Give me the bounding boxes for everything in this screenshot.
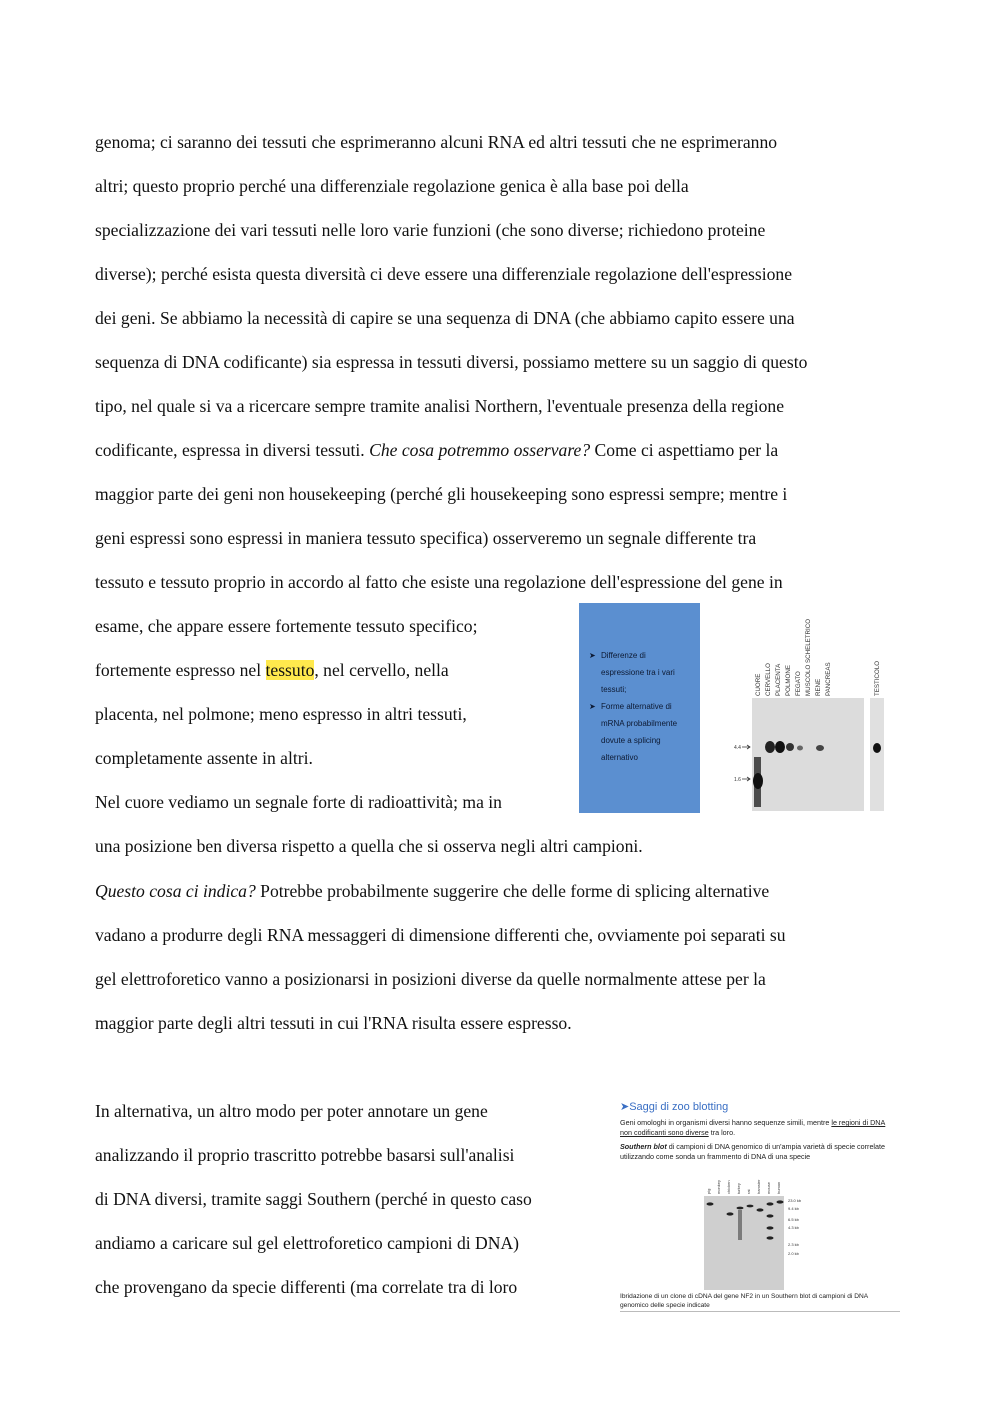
bullet-line: espressione tra i vari [601, 668, 675, 677]
text-line: maggior parte degli altri tessuti in cui l'RNA risulta essere espresso. [95, 1013, 572, 1033]
lane-label: RENE [815, 678, 822, 696]
arrow-bullet-icon: ➤ [589, 702, 596, 711]
size-marker: 6.5 kb [788, 1217, 799, 1222]
band [873, 743, 881, 753]
desc-run: tra loro. [708, 1127, 736, 1137]
northern-blot-figure [579, 603, 887, 813]
text-run: Come ci aspettiamo per la [590, 440, 779, 460]
lane-label: POLMONE [785, 665, 792, 696]
size-marker: 23.0 kb [788, 1198, 802, 1203]
band [767, 1226, 774, 1229]
text-line: andiamo a caricare sul gel elettroforetico campioni di DNA) [95, 1233, 520, 1253]
smear [738, 1210, 742, 1240]
text-line: che provengano da specie differenti (ma correlate tra di loro [95, 1277, 518, 1297]
zoo-blot-figure [612, 1096, 900, 1316]
lane-label: monkey [716, 1179, 721, 1194]
band [727, 1212, 734, 1215]
lane-label: mouse [766, 1181, 771, 1194]
arrow-bullet-icon: ➤ [589, 651, 596, 660]
text-line: In alternativa, un altro modo per poter annotare un gene [95, 1101, 488, 1121]
lane-label: human [776, 1181, 781, 1194]
size-marker: 2.0 kb [788, 1251, 799, 1256]
lane-label: pig [706, 1188, 711, 1194]
lane-label: CUORE [755, 673, 762, 696]
text-line [95, 659, 449, 681]
lane-label: MUSCOLO SCHELETRICO [805, 618, 812, 696]
text-line: vadano a produrre degli RNA messaggeri di dimensione differenti che, ovviamente poi separati su [95, 925, 786, 945]
band [786, 743, 794, 751]
lane-label: hamster [756, 1179, 761, 1194]
northern-gel-image [700, 603, 887, 813]
lane-label: chicken [726, 1180, 731, 1194]
text-line: esame, che appare essere fortemente tessuto specifico; [95, 616, 478, 636]
text-run: codificante, espressa in diversi tessuti. [95, 440, 370, 460]
divider [620, 1311, 900, 1312]
gel-background [704, 1196, 784, 1290]
band [767, 1214, 774, 1217]
lane-label: PLACENTA [775, 663, 782, 696]
band [775, 741, 785, 753]
text-line: altri; questo proprio perché una differenziale regolazione genica è alla base poi della [95, 176, 689, 196]
text-line [95, 880, 769, 902]
text-line: completamente assente in altri. [95, 748, 313, 768]
text-line: sequenza di DNA codificante) sia espressa in tessuti diversi, possiamo mettere su un saggio di questo [95, 352, 808, 372]
text-line: analizzando il proprio trascritto potrebbe basarsi sull'analisi [95, 1145, 515, 1165]
text-line: di DNA diversi, tramite saggi Southern (perché in questo caso [95, 1189, 532, 1209]
bullet-line: Forme alternative di [601, 702, 672, 711]
bullet-line: alternativo [601, 753, 638, 762]
desc-underline: le regioni di DNA non codificanti sono diverse [620, 1118, 886, 1137]
text-line: tessuto e tessuto proprio in accordo al fatto che esiste una regolazione dell'espressione del gene in [95, 572, 783, 592]
text-line: genoma; ci saranno dei tessuti che esprimeranno alcuni RNA ed altri tessuti che ne esprimeranno [95, 132, 778, 152]
text-run: fortemente espresso nel [95, 660, 266, 680]
bullet-line: dovute a splicing [601, 736, 661, 745]
highlighted-word: tessuto [265, 660, 315, 680]
band [767, 1202, 774, 1205]
desc-run: di campioni di DNA genomico di un'ampia varietà di specie correlate utilizzando come sonda un frammento di DNA di una specie [620, 1142, 886, 1161]
band [737, 1207, 744, 1210]
lane-label: turkey [736, 1183, 741, 1194]
text-line: tipo, nel quale si va a ricercare sempre tramite analisi Northern, l'eventuale presenza della regione [95, 396, 785, 416]
band [765, 741, 775, 753]
text-line: diverse); perché esista questa diversità ci deve essere una differenziale regolazione dell'espressione [95, 264, 792, 284]
marker-arrow [742, 745, 750, 749]
bullet-line: Differenze di [601, 651, 646, 660]
figure-caption: Ibridazione di un clone di cDNA del gene NF2 in un Southern blot di campioni di DNA genomico delle specie indicate [620, 1293, 868, 1309]
text-line: dei geni. Se abbiamo la necessità di capire se una sequenza di DNA (che abbiamo capito essere una [95, 308, 795, 328]
gel-background [870, 698, 884, 811]
northern-gel [700, 603, 887, 813]
band [797, 746, 803, 751]
italic-question: Questo cosa ci indica? [95, 881, 256, 901]
zoo-blot-gel [612, 1166, 900, 1296]
figure-description [620, 1118, 898, 1137]
text-line [95, 439, 778, 461]
band [777, 1200, 784, 1203]
text-line: specializzazione dei vari tessuti nelle loro varie funzioni (che sono diverse; richiedono proteine [95, 220, 766, 240]
bullet-line: tessuti; [601, 685, 627, 694]
band [747, 1205, 754, 1208]
heart-band [753, 773, 763, 789]
lane-label: FEGATO [795, 671, 802, 696]
band [767, 1236, 774, 1239]
text-line: una posizione ben diversa rispetto a quella che si osserva negli altri campioni. [95, 836, 643, 856]
gel-background [752, 698, 864, 811]
text-run: , nel cervello, nella [314, 660, 449, 680]
size-marker: 4.4 [734, 745, 741, 751]
lane-label: rat [746, 1189, 751, 1194]
marker-arrow [742, 777, 750, 781]
figure-description [620, 1142, 898, 1161]
figure-bullets [589, 647, 695, 766]
text-line: Nel cuore vediamo un segnale forte di radioattività; ma in [95, 792, 502, 812]
lane-label: TESTICOLO [874, 660, 881, 696]
arrow-bullet-icon: ➤ [620, 1101, 630, 1113]
size-marker: 4.3 kb [788, 1225, 799, 1230]
desc-run: Geni omologhi in organismi diversi hanno sequenze simili, mentre [620, 1118, 832, 1127]
size-marker: 2.3 kb [788, 1242, 799, 1247]
figure-title-text: Saggi di zoo blotting [629, 1101, 729, 1113]
size-marker: 9.4 kb [788, 1206, 799, 1211]
text-line: maggior parte dei geni non housekeeping (perché gli housekeeping sono espressi sempre; mentre i [95, 484, 788, 504]
band [816, 745, 824, 751]
figure-title [620, 1100, 728, 1113]
figure-note-panel [579, 603, 700, 813]
bullet-line: mRNA probabilmente [601, 719, 678, 728]
text-line: placenta, nel polmone; meno espresso in altri tessuti, [95, 704, 467, 724]
text-run: Potrebbe probabilmente suggerire che delle forme di splicing alternative [255, 881, 770, 901]
figure-bullet [589, 647, 695, 698]
lane-label: PANCREAS [825, 662, 832, 696]
lane-label: CERVELLO [765, 663, 772, 696]
band [707, 1202, 714, 1205]
italic-question: Che cosa potremmo osservare? [369, 440, 591, 460]
band [757, 1208, 764, 1211]
size-marker: 1.6 [734, 777, 741, 783]
figure-bullet [589, 698, 695, 766]
desc-bold: Southern blot [620, 1142, 667, 1151]
text-line: geni espressi sono espressi in maniera tessuto specifica) osserveremo un segnale differente tra [95, 528, 757, 548]
text-line: gel elettroforetico vanno a posizionarsi in posizioni diverse da quelle normalmente attese per la [95, 969, 766, 989]
